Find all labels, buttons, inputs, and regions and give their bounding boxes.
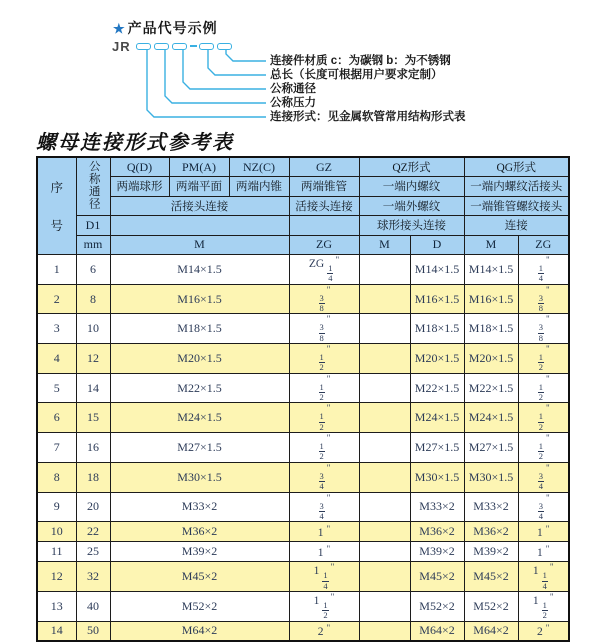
cell-qz-d: M30×1.5 [410,462,464,492]
cell-m: M33×2 [110,492,289,522]
cell-mm: 32 [76,562,110,592]
header-empty-gz [289,216,359,236]
header-qz-m: M [359,235,410,255]
header-col-qz: QZ形式 [359,157,464,177]
diagram-heading-text: 产品代号示例 [127,20,218,36]
cell-seq: 5 [37,373,76,403]
table-body [37,255,569,642]
cell-seq: 2 [37,284,76,314]
cell-zg: $\frac{3}{8}$ " [289,284,359,314]
fraction: $\frac{3}{8}$ [538,292,544,314]
cell-qg-m: M16×1.5 [464,284,518,314]
cell-qg-zg: $\frac{1}{2}$ " [518,344,569,374]
table-row [37,591,569,621]
fraction: $\frac{1}{4}$ [323,570,328,591]
cell-mm: 50 [76,621,110,641]
cell-zg: $\frac{3}{4}$ " [289,492,359,522]
cell-qz-m [359,591,410,621]
cell-mm: 40 [76,591,110,621]
header-gz-desc: 两端锥管 [289,177,359,197]
fraction: $\frac{3}{8}$ [319,292,324,314]
cell-qz-m [359,492,410,522]
code-box-5 [217,43,232,50]
cell-mm: 8 [76,284,110,314]
cell-m: M16×1.5 [110,284,289,314]
cell-zg: 1 " [289,542,359,562]
table-row [37,462,569,492]
code-dash [190,45,197,47]
table-row [37,373,569,403]
cell-qg-zg: $\frac{1}{2}$ " [518,403,569,433]
cell-m: M36×2 [110,522,289,542]
code-box-2 [154,43,169,50]
cell-qg-m: M33×2 [464,492,518,522]
cell-mm: 22 [76,522,110,542]
cell-qg-zg: $\frac{3}{8}$ " [518,284,569,314]
cell-seq: 4 [37,344,76,374]
label-nominal-diameter: 公称通径 [270,83,316,95]
table-row [37,344,569,374]
table-row [37,314,569,344]
header-row-4 [37,216,569,236]
table-row [37,492,569,522]
cell-qg-zg: 1 $\frac{1}{4}$ " [518,562,569,592]
header-gz-connection: 活接头连接 [289,196,359,216]
cell-seq: 9 [37,492,76,522]
product-code-diagram [0,0,600,130]
cell-qg-m: M18×1.5 [464,314,518,344]
cell-qg-zg: 2 " [518,621,569,641]
cell-qz-d: M22×1.5 [410,373,464,403]
cell-qz-m [359,522,410,542]
header-qz-d: D [410,235,464,255]
cell-seq: 3 [37,314,76,344]
header-qz-connection: 球形接头连接 [359,216,464,236]
cell-qz-m [359,314,410,344]
cell-qz-d: M24×1.5 [410,403,464,433]
header-mm: mm [76,235,110,255]
header-seq [37,157,76,255]
cell-qg-zg: 1 " [518,542,569,562]
table-row [37,403,569,433]
table-row [37,284,569,314]
cell-zg: $\frac{1}{2}$ " [289,403,359,433]
header-nominal-diameter: 公称通径 [76,157,110,216]
cell-qz-m [359,284,410,314]
cell-seq: 14 [37,621,76,641]
cell-qz-d: M16×1.5 [410,284,464,314]
cell-qg-m: M36×2 [464,522,518,542]
product-code-row [112,39,234,53]
header-zg1: ZG [289,235,359,255]
cell-qg-m: M14×1.5 [464,255,518,285]
cell-qz-d: M14×1.5 [410,255,464,285]
header-m1: M [110,235,289,255]
cell-m: M39×2 [110,542,289,562]
fraction: $\frac{3}{4}$ [538,500,544,521]
header-qg-desc1: 一端内螺纹活接头 [464,177,569,197]
header-col-pm: PM(A) [169,157,229,177]
fraction: $\frac{1}{4}$ [538,263,544,284]
header-qg-connection: 连接 [464,216,569,236]
header-qg-m: M [464,235,518,255]
header-seq-bottom: 号 [50,219,63,233]
cell-zg: $\frac{1}{2}$ " [289,373,359,403]
cell-seq: 7 [37,433,76,463]
cell-qz-d: M18×1.5 [410,314,464,344]
table-row [37,562,569,592]
cell-zg: 2 " [289,621,359,641]
cell-qz-d: M52×2 [410,591,464,621]
fraction: $\frac{1}{2}$ [538,441,544,462]
cell-qg-m: M64×2 [464,621,518,641]
cell-mm: 18 [76,462,110,492]
label-connection-form: 连接形式：见金属软管常用结构形式表 [270,111,466,123]
header-empty-m [110,216,289,236]
table-row [37,522,569,542]
cell-qz-d: M27×1.5 [410,433,464,463]
cell-qz-m [359,462,410,492]
cell-m: M18×1.5 [110,314,289,344]
header-row-1 [37,157,569,177]
page-title: 螺母连接形式参考表 [36,132,234,154]
cell-zg: $\frac{1}{2}$ " [289,433,359,463]
header-col-nz: NZ(C) [229,157,289,177]
cell-qg-m: M22×1.5 [464,373,518,403]
header-row-3 [37,196,569,216]
cell-qz-m [359,542,410,562]
cell-qz-d: M64×2 [410,621,464,641]
fraction: $\frac{1}{2}$ [319,352,324,373]
header-nz-desc: 两端内锥 [229,177,289,197]
cell-qz-m [359,562,410,592]
header-seq-top: 序 [50,181,63,195]
table-row [37,621,569,641]
cell-seq: 11 [37,542,76,562]
cell-qg-m: M30×1.5 [464,462,518,492]
cell-qg-m: M20×1.5 [464,344,518,374]
star-icon: ★ [113,21,126,36]
cell-mm: 20 [76,492,110,522]
cell-seq: 12 [37,562,76,592]
cell-qg-m: M45×2 [464,562,518,592]
fraction: $\frac{1}{2}$ [319,441,324,462]
cell-zg: 1 " [289,522,359,542]
fraction: $\frac{1}{2}$ [319,381,324,403]
cell-qg-m: M24×1.5 [464,403,518,433]
header-row-5 [37,235,569,255]
cell-mm: 12 [76,344,110,374]
cell-zg: ZG $\frac{1}{4}$ " [289,255,359,285]
cell-m: M64×2 [110,621,289,641]
cell-qz-d: M20×1.5 [410,344,464,374]
fraction: $\frac{3}{4}$ [319,500,324,521]
cell-qz-m [359,621,410,641]
code-box-3 [172,43,187,50]
cell-m: M30×1.5 [110,462,289,492]
cell-m: M14×1.5 [110,255,289,285]
cell-qg-zg: $\frac{1}{2}$ " [518,373,569,403]
header-col-q: Q(D) [110,157,169,177]
cell-seq: 8 [37,462,76,492]
cell-mm: 15 [76,403,110,433]
code-prefix: JR [112,38,131,54]
cell-zg: $\frac{1}{2}$ " [289,344,359,374]
cell-qg-zg: $\frac{3}{8}$ " [518,314,569,344]
diagram-heading [113,18,218,38]
fraction: $\frac{1}{4}$ [542,570,547,591]
cell-mm: 25 [76,542,110,562]
nut-connection-table [36,156,570,642]
cell-m: M22×1.5 [110,373,289,403]
fraction: $\frac{3}{4}$ [319,470,324,492]
cell-qz-m [359,255,410,285]
code-box-1 [136,43,151,50]
cell-qg-m: M27×1.5 [464,433,518,463]
header-qz-desc2: 一端外螺纹 [359,196,464,216]
header-row-2 [37,177,569,197]
cell-seq: 1 [37,255,76,285]
cell-qg-m: M52×2 [464,591,518,621]
cell-qg-zg: $\frac{3}{4}$ " [518,492,569,522]
cell-zg: 1 $\frac{1}{2}$ " [289,591,359,621]
cell-seq: 10 [37,522,76,542]
fraction: $\frac{1}{2}$ [319,411,324,432]
fraction: $\frac{1}{2}$ [323,599,328,621]
cell-qz-m [359,344,410,374]
cell-qz-m [359,403,410,433]
cell-qg-zg: 1 $\frac{1}{2}$ " [518,591,569,621]
fraction: $\frac{1}{4}$ [328,263,333,284]
cell-qz-d: M33×2 [410,492,464,522]
header-m-connection: 活接头连接 [110,196,289,216]
fraction: $\frac{3}{8}$ [538,322,544,343]
header-qg-desc2: 一端锥管螺纹接头 [464,196,569,216]
cell-mm: 16 [76,433,110,463]
cell-qg-zg: $\frac{1}{4}$ " [518,255,569,285]
table-row [37,433,569,463]
cell-qz-d: M36×2 [410,522,464,542]
header-qz-desc1: 一端内螺纹 [359,177,464,197]
cell-qg-m: M39×2 [464,542,518,562]
cell-mm: 14 [76,373,110,403]
cell-qz-d: M39×2 [410,542,464,562]
cell-qz-m [359,433,410,463]
fraction: $\frac{1}{2}$ [538,411,544,432]
label-total-length: 总长（长度可根据用户要求定制） [270,69,443,81]
cell-mm: 6 [76,255,110,285]
fraction: $\frac{1}{2}$ [542,599,547,621]
header-col-qg: QG形式 [464,157,569,177]
fraction: $\frac{1}{2}$ [538,352,544,373]
cell-m: M52×2 [110,591,289,621]
cell-seq: 6 [37,403,76,433]
cell-qz-d: M45×2 [410,562,464,592]
label-nominal-pressure: 公称压力 [270,97,316,109]
fraction: $\frac{1}{2}$ [538,381,544,403]
header-qg-zg: ZG [518,235,569,255]
cell-seq: 13 [37,591,76,621]
cell-m: M24×1.5 [110,403,289,433]
header-pm-desc: 两端平面 [169,177,229,197]
cell-zg: $\frac{3}{4}$ " [289,462,359,492]
header-d1: D1 [76,216,110,236]
cell-zg: $\frac{3}{8}$ " [289,314,359,344]
fraction: $\frac{3}{4}$ [538,470,544,492]
header-col-gz: GZ [289,157,359,177]
fraction: $\frac{3}{8}$ [319,322,324,343]
cell-m: M27×1.5 [110,433,289,463]
header-q-desc: 两端球形 [110,177,169,197]
cell-mm: 10 [76,314,110,344]
label-material: 连接件材质 c：为碳钢 b：为不锈钢 [270,55,451,67]
cell-m: M20×1.5 [110,344,289,374]
code-box-4 [199,43,214,50]
table-row [37,255,569,285]
cell-zg: 1 $\frac{1}{4}$ " [289,562,359,592]
table-row [37,542,569,562]
cell-m: M45×2 [110,562,289,592]
cell-qg-zg: 1 " [518,522,569,542]
cell-qg-zg: $\frac{1}{2}$ " [518,433,569,463]
cell-qg-zg: $\frac{3}{4}$ " [518,462,569,492]
cell-qz-m [359,373,410,403]
